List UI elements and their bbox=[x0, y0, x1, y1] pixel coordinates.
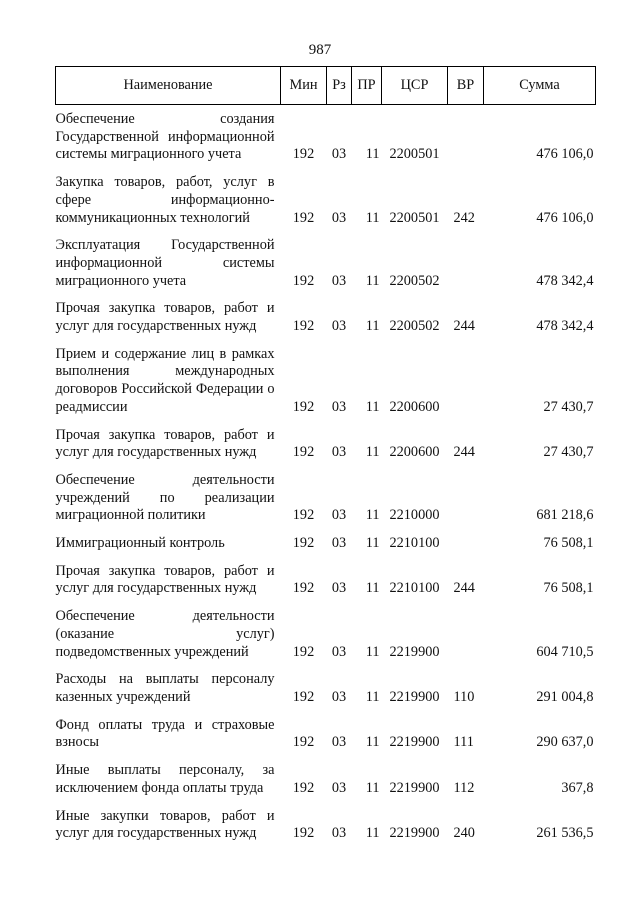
table-row bbox=[56, 300, 596, 345]
cell-pr: 11 bbox=[365, 580, 380, 597]
header-min: Мин bbox=[281, 67, 327, 105]
cell-min: 192 bbox=[292, 734, 315, 751]
cell-pr: 11 bbox=[365, 272, 380, 289]
cell-sum: 27 430,7 bbox=[543, 398, 594, 415]
cell-pr: 11 bbox=[365, 444, 380, 461]
cell-rz: 03 bbox=[331, 688, 347, 705]
cell-name: Эксплуатация Государственной информационной системы миграционного учета bbox=[55, 237, 275, 289]
cell-sum: 290 637,0 bbox=[536, 734, 594, 751]
cell-vr: 240 bbox=[453, 825, 475, 842]
cell-rz: 03 bbox=[331, 209, 347, 226]
cell-name: Обеспечение создания Государственной информационной системы миграционного учета bbox=[55, 111, 275, 163]
cell-vr bbox=[448, 535, 484, 563]
cell-csr: 2210000 bbox=[389, 507, 440, 524]
cell-min: 192 bbox=[292, 146, 315, 163]
cell-csr: 2219900 bbox=[389, 734, 440, 751]
cell-rz: 03 bbox=[331, 734, 347, 751]
cell-sum: 681 218,6 bbox=[536, 507, 594, 524]
cell-csr: 2200502 bbox=[389, 272, 440, 289]
cell-min: 192 bbox=[292, 507, 315, 524]
cell-sum: 478 342,4 bbox=[536, 272, 594, 289]
cell-sum: 261 536,5 bbox=[536, 825, 594, 842]
cell-name: Закупка товаров, работ, услуг в сфере информационно-коммуникационных технологий bbox=[55, 174, 275, 226]
cell-pr: 11 bbox=[365, 535, 380, 552]
cell-min: 192 bbox=[292, 580, 315, 597]
header-name: Наименование bbox=[56, 67, 281, 105]
cell-pr: 11 bbox=[365, 825, 380, 842]
cell-sum: 604 710,5 bbox=[536, 643, 594, 660]
cell-min: 192 bbox=[292, 398, 315, 415]
header-vr: ВР bbox=[448, 67, 484, 105]
cell-name: Прочая закупка товаров, работ и услуг для государственных нужд bbox=[55, 562, 275, 597]
cell-name: Фонд оплаты труда и страховые взносы bbox=[55, 716, 275, 751]
cell-csr: 2200501 bbox=[389, 146, 440, 163]
cell-pr: 11 bbox=[365, 643, 380, 660]
header-csr: ЦСР bbox=[382, 67, 448, 105]
cell-rz: 03 bbox=[331, 825, 347, 842]
table-row bbox=[56, 105, 596, 175]
cell-pr: 11 bbox=[365, 688, 380, 705]
cell-rz: 03 bbox=[331, 507, 347, 524]
cell-min: 192 bbox=[292, 779, 315, 796]
header-row bbox=[56, 67, 596, 105]
cell-rz: 03 bbox=[331, 535, 347, 552]
cell-pr: 11 bbox=[365, 318, 380, 335]
cell-sum: 476 106,0 bbox=[536, 146, 594, 163]
cell-name: Иные закупки товаров, работ и услуг для государственных нужд bbox=[55, 807, 275, 842]
cell-vr: 110 bbox=[453, 688, 475, 705]
cell-csr: 2219900 bbox=[389, 688, 440, 705]
cell-pr: 11 bbox=[365, 734, 380, 751]
table-row bbox=[56, 472, 596, 535]
table-row bbox=[56, 427, 596, 472]
cell-sum: 476 106,0 bbox=[536, 209, 594, 226]
cell-name: Прочая закупка товаров, работ и услуг для государственных нужд bbox=[55, 300, 275, 335]
cell-rz: 03 bbox=[331, 398, 347, 415]
cell-sum: 367,8 bbox=[561, 779, 594, 796]
cell-rz: 03 bbox=[331, 444, 347, 461]
cell-csr: 2219900 bbox=[389, 779, 440, 796]
cell-vr: 244 bbox=[453, 444, 475, 461]
table-row bbox=[56, 671, 596, 716]
table-row bbox=[56, 237, 596, 300]
cell-name: Прием и содержание лиц в рамках выполнения международных договоров Российской Федерации о реадмиссии bbox=[55, 345, 275, 415]
cell-pr: 11 bbox=[365, 779, 380, 796]
table-row bbox=[56, 717, 596, 762]
cell-name: Обеспечение деятельности учреждений по реализации миграционной политики bbox=[55, 471, 275, 524]
cell-vr bbox=[448, 237, 484, 300]
cell-min: 192 bbox=[292, 643, 315, 660]
cell-rz: 03 bbox=[331, 643, 347, 660]
cell-min: 192 bbox=[292, 272, 315, 289]
cell-name: Иные выплаты персоналу, за исключением фонда оплаты труда bbox=[55, 762, 275, 796]
cell-vr: 242 bbox=[453, 209, 475, 226]
cell-min: 192 bbox=[292, 688, 315, 705]
cell-vr bbox=[448, 346, 484, 427]
cell-sum: 76 508,1 bbox=[543, 535, 594, 552]
table-row bbox=[56, 535, 596, 563]
cell-min: 192 bbox=[292, 318, 315, 335]
table-row bbox=[56, 563, 596, 608]
cell-rz: 03 bbox=[331, 580, 347, 597]
cell-pr: 11 bbox=[365, 398, 380, 415]
cell-sum: 76 508,1 bbox=[543, 580, 594, 597]
header-sum: Сумма bbox=[484, 67, 596, 105]
cell-pr: 11 bbox=[365, 507, 380, 524]
cell-csr: 2200502 bbox=[389, 318, 440, 335]
cell-sum: 478 342,4 bbox=[536, 318, 594, 335]
cell-name: Прочая закупка товаров, работ и услуг для государственных нужд bbox=[55, 426, 275, 461]
cell-vr: 111 bbox=[453, 734, 474, 751]
cell-csr: 2200600 bbox=[389, 398, 440, 415]
table-row bbox=[56, 346, 596, 427]
cell-rz: 03 bbox=[331, 318, 347, 335]
cell-min: 192 bbox=[292, 535, 315, 552]
cell-vr: 244 bbox=[453, 318, 475, 335]
cell-min: 192 bbox=[292, 209, 315, 226]
table-row bbox=[56, 608, 596, 671]
cell-csr: 2200501 bbox=[389, 209, 440, 226]
table-row bbox=[56, 762, 596, 807]
cell-csr: 2210100 bbox=[389, 580, 440, 597]
cell-name: Иммиграционный контроль bbox=[55, 535, 225, 552]
table-row bbox=[56, 808, 596, 853]
cell-vr bbox=[448, 105, 484, 175]
cell-csr: 2219900 bbox=[389, 643, 440, 660]
cell-sum: 27 430,7 bbox=[543, 444, 594, 461]
header-rz: Рз bbox=[327, 67, 352, 105]
header-pr: ПР bbox=[352, 67, 382, 105]
cell-sum: 291 004,8 bbox=[536, 688, 594, 705]
table-row bbox=[56, 174, 596, 237]
cell-min: 192 bbox=[292, 825, 315, 842]
cell-csr: 2210100 bbox=[389, 535, 440, 552]
cell-rz: 03 bbox=[331, 779, 347, 796]
cell-vr bbox=[448, 608, 484, 671]
cell-vr bbox=[448, 472, 484, 535]
cell-csr: 2219900 bbox=[389, 825, 440, 842]
cell-rz: 03 bbox=[331, 146, 347, 163]
cell-min: 192 bbox=[292, 444, 315, 461]
cell-name: Расходы на выплаты персоналу казенных учреждений bbox=[55, 671, 275, 705]
cell-vr: 112 bbox=[453, 779, 475, 796]
cell-vr: 244 bbox=[453, 580, 475, 597]
budget-table bbox=[55, 66, 596, 853]
page-number: 987 bbox=[308, 42, 332, 58]
cell-pr: 11 bbox=[365, 209, 380, 226]
cell-pr: 11 bbox=[365, 146, 380, 163]
cell-name: Обеспечение деятельности (оказание услуг) подведомственных учреждений bbox=[55, 608, 275, 660]
cell-csr: 2200600 bbox=[389, 444, 440, 461]
cell-rz: 03 bbox=[331, 272, 347, 289]
